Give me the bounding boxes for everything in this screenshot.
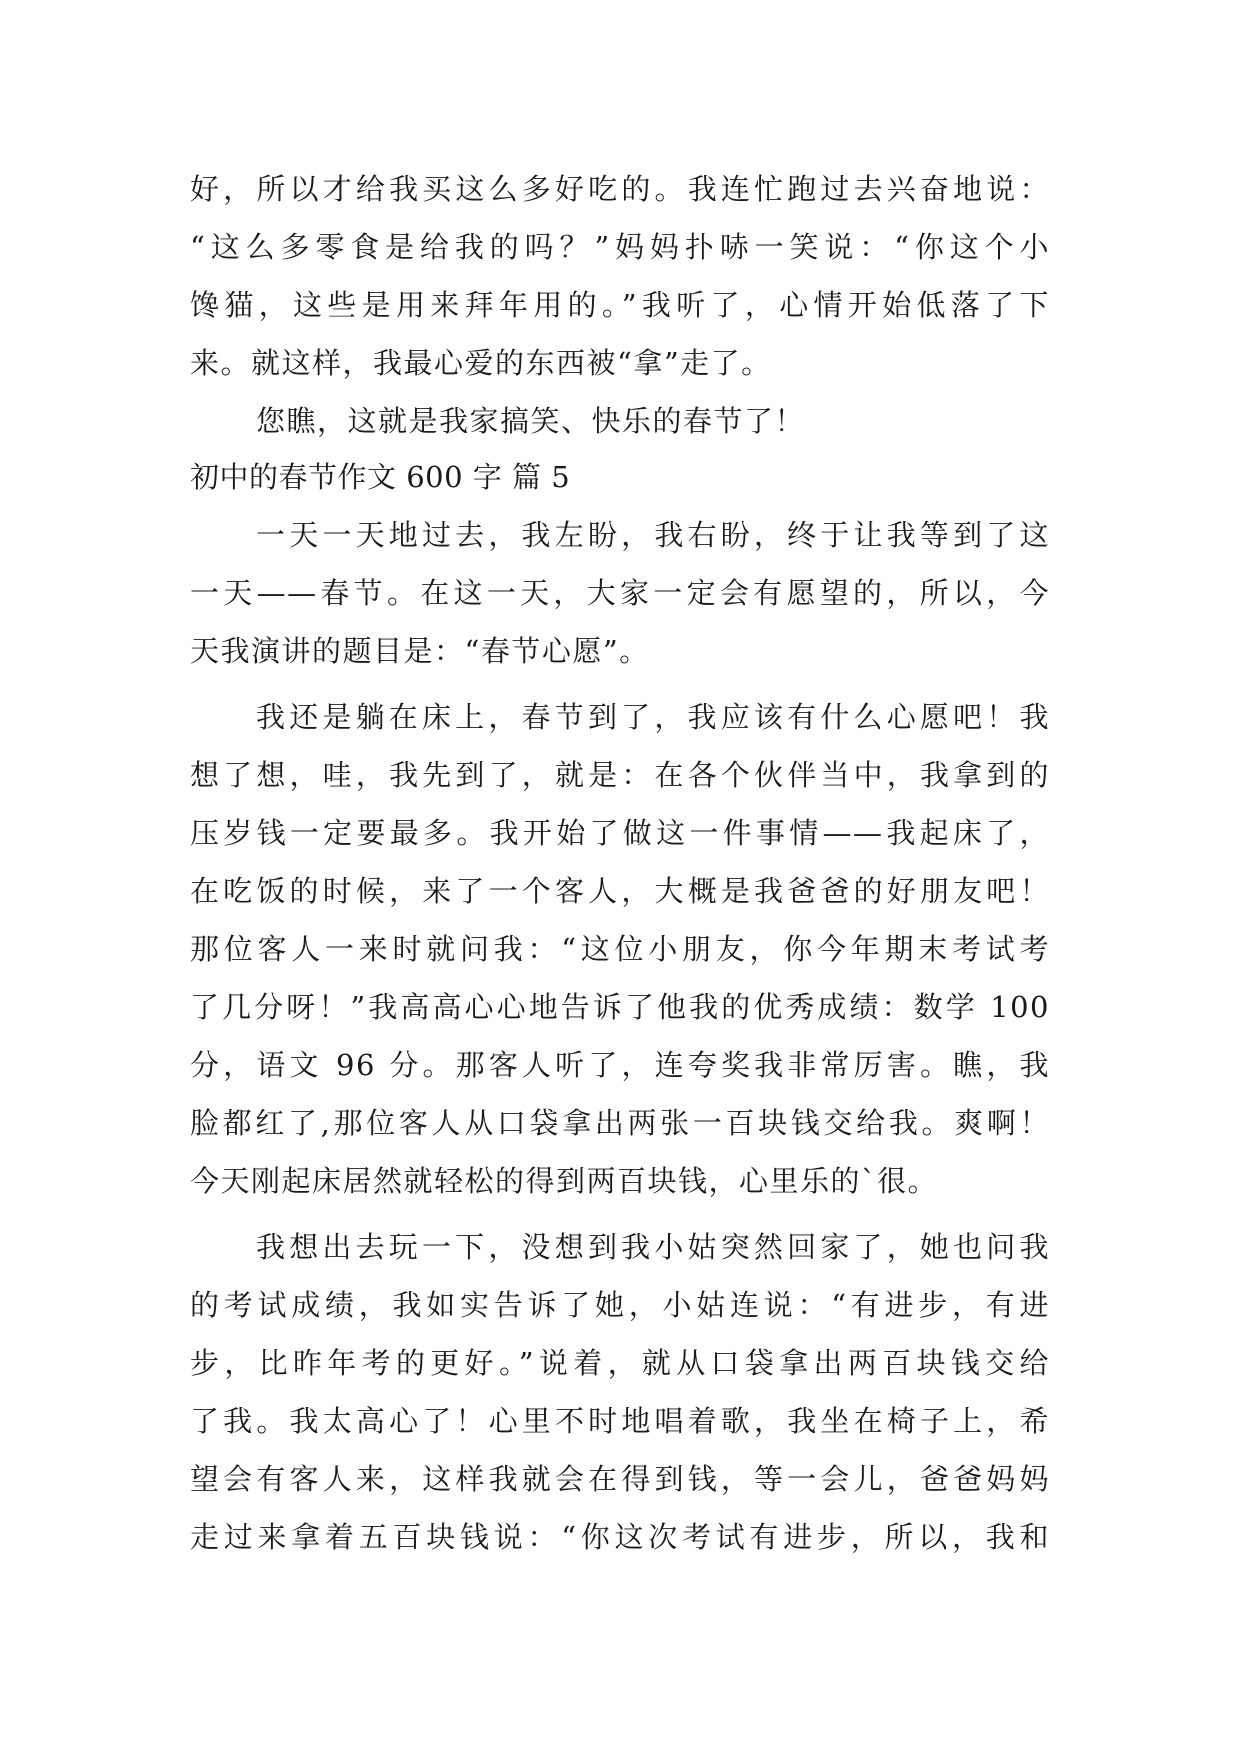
text-line: 了我。我太高心了！心里不时地唱着歌，我坐在椅子上，希	[190, 1404, 1050, 1438]
text-line: “这么多零食是给我的吗？”妈妈扑哧一笑说：“你这个小	[190, 230, 1050, 264]
text-line: 在吃饭的时候，来了一个客人，大概是我爸爸的好朋友吧！	[190, 874, 1050, 908]
text-line: 馋猫，这些是用来拜年用的。”我听了，心情开始低落了下	[190, 288, 1050, 322]
text-line: 来。就这样，我最心爱的东西被“拿”走了。	[190, 346, 772, 380]
text-line: 今天刚起床居然就轻松的得到两百块钱，心里乐的`很。	[190, 1164, 939, 1198]
text-line: 的考试成绩，我如实告诉了她，小姑连说：“有进步，有进	[190, 1288, 1050, 1322]
text-line: 压岁钱一定要最多。我开始了做这一件事情——我起床了，	[190, 816, 1050, 850]
paragraph-first-line: 您瞧，这就是我家搞笑、快乐的春节了！	[256, 404, 806, 438]
section-heading: 初中的春节作文 600 字 篇 5	[190, 460, 571, 494]
text-line: 分，语文 96 分。那客人听了，连夸奖我非常厉害。瞧，我	[190, 1048, 1050, 1082]
paragraph-first-line: 我还是躺在床上，春节到了，我应该有什么心愿吧！我	[256, 700, 1050, 734]
text-line: 想了想，哇，我先到了，就是：在各个伙伴当中，我拿到的	[190, 758, 1050, 792]
text-line: 了几分呀！”我高高心心地告诉了他我的优秀成绩：数学 100	[190, 990, 1050, 1024]
paragraph-first-line: 我想出去玩一下，没想到我小姑突然回家了，她也问我	[256, 1230, 1050, 1264]
text-line: 脸都红了,那位客人从口袋拿出两张一百块钱交给我。爽啊！	[190, 1106, 1050, 1140]
text-line: 天我演讲的题目是：“春节心愿”。	[190, 634, 650, 668]
text-line: 好，所以才给我买这么多好吃的。我连忙跑过去兴奋地说：	[190, 172, 1050, 206]
text-line: 那位客人一来时就问我：“这位小朋友，你今年期末考试考	[190, 932, 1050, 966]
text-line: 望会有客人来，这样我就会在得到钱，等一会儿，爸爸妈妈	[190, 1462, 1050, 1496]
text-line: 步，比昨年考的更好。”说着，就从口袋拿出两百块钱交给	[190, 1346, 1050, 1380]
text-line: 一天——春节。在这一天，大家一定会有愿望的，所以，今	[190, 576, 1050, 610]
paragraph-first-line: 一天一天地过去，我左盼，我右盼，终于让我等到了这	[256, 518, 1050, 552]
text-line: 走过来拿着五百块钱说：“你这次考试有进步，所以，我和	[190, 1520, 1050, 1554]
